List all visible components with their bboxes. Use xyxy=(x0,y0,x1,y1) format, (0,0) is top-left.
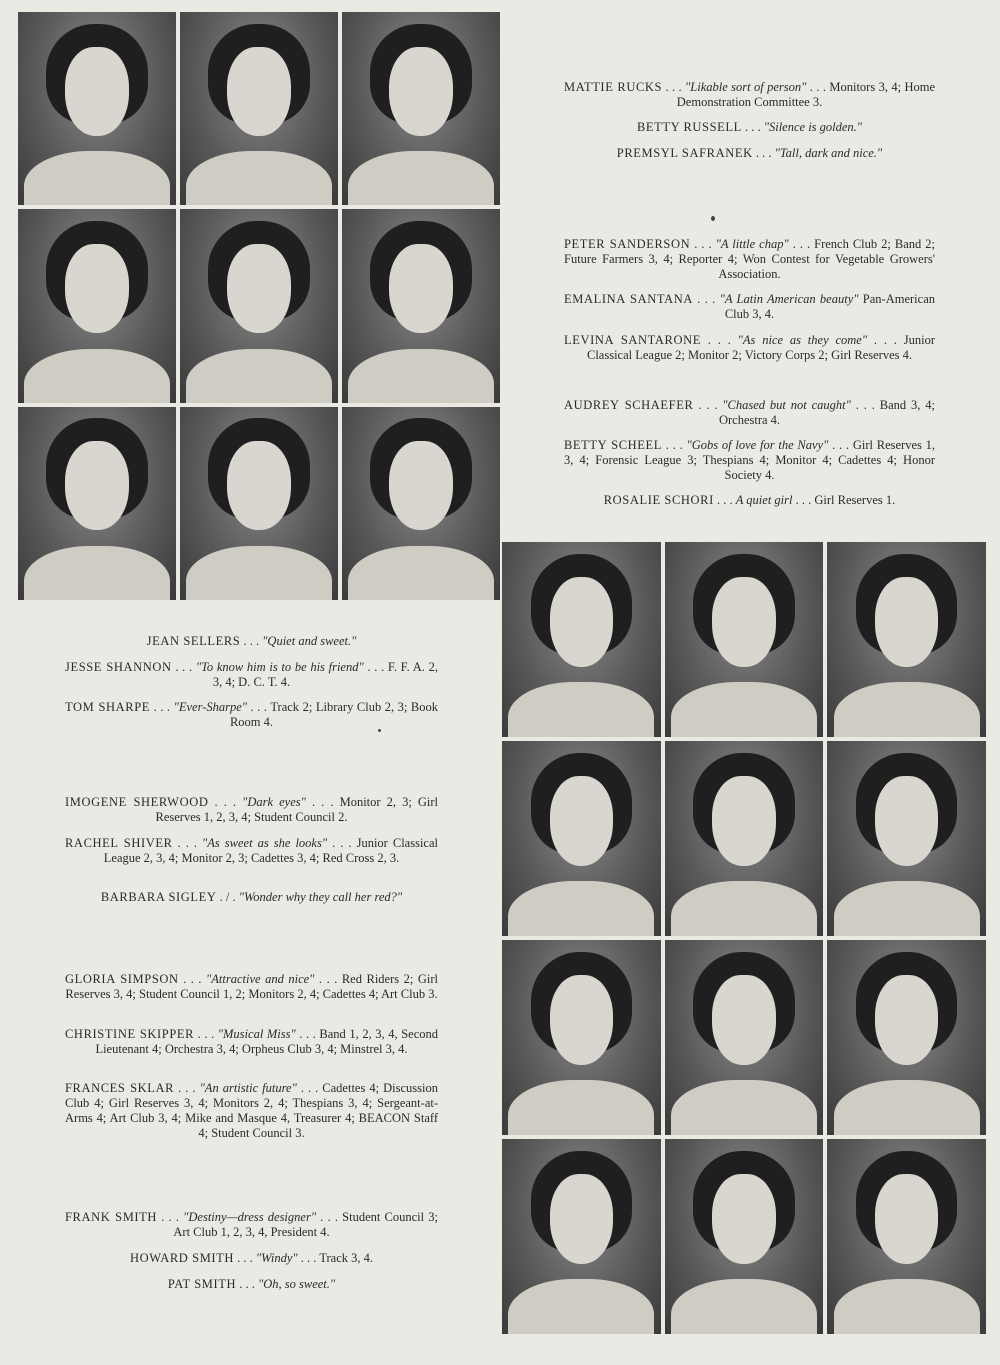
portrait-photo xyxy=(180,209,338,402)
portrait-grid-bottom xyxy=(502,542,986,1334)
senior-entry-imogene-sherwood: IMOGENE SHERWOOD . . . "Dark eyes" . . . Monitor 2, 3; Girl Reserves 1, 2, 3, 4; Student Council 2. xyxy=(65,795,439,824)
portrait-photo xyxy=(180,407,338,600)
senior-entry-rosalie-schori: ROSALIE SCHORI . . . A quiet girl . . . Girl Reserves 1. xyxy=(603,493,896,507)
senior-entry-tom-sharpe: TOM SHARPE . . . "Ever-Sharpe" . . . Track 2; Library Club 2, 3; Book Room 4. xyxy=(65,700,439,729)
senior-entry-frank-smith: FRANK SMITH . . . "Destiny—dress designer" . . . Student Council 3; Art Club 1, 2, 3, 4, President 4. xyxy=(65,1210,439,1239)
senior-entry-premsyl-safranek: PREMSYL SAFRANEK . . . "Tall, dark and nice." xyxy=(616,146,883,160)
ink-speck xyxy=(378,729,381,732)
senior-entry-betty-russell: BETTY RUSSELL . . . "Silence is golden." xyxy=(636,120,863,134)
portrait-photo xyxy=(665,741,824,936)
portrait-photo xyxy=(18,12,176,205)
portrait-photo xyxy=(180,12,338,205)
senior-entry-peter-sanderson: PETER SANDERSON . . . "A little chap" . . . French Club 2; Band 2; Future Farmers 3, 4; Reporter 4; Won Contest for Vegetable Growers' Association. xyxy=(564,237,935,281)
portrait-photo xyxy=(18,209,176,402)
senior-entry-howard-smith: HOWARD SMITH . . . "Windy" . . . Track 3, 4. xyxy=(129,1251,374,1265)
senior-entry-barbara-sigley: BARBARA SIGLEY . / . "Wonder why they call her red?" xyxy=(100,890,403,904)
portrait-photo xyxy=(665,542,824,737)
portrait-photo xyxy=(502,542,661,737)
senior-entry-mattie-rucks: MATTIE RUCKS . . . "Likable sort of person" . . . Monitors 3, 4; Home Demonstration Committee 3. xyxy=(564,80,936,109)
senior-entry-audrey-schaefer: AUDREY SCHAEFER . . . "Chased but not caught" . . . Band 3, 4; Orchestra 4. xyxy=(564,398,936,427)
senior-entry-frances-sklar: FRANCES SKLAR . . . "An artistic future" . . . Cadettes 4; Discussion Club 4; Girl Reserves 3, 4; Monitors 2, 4; Thespians 3, 4; Sergeant-at-Arms 4; Art Club 3, 4; Mike and Masque 4, Treasurer 4; BEACON Staff 4; Student Council 3. xyxy=(65,1081,438,1140)
portrait-photo xyxy=(502,1139,661,1334)
ink-speck xyxy=(711,216,715,221)
senior-entry-betty-scheel: BETTY SCHEEL . . . "Gobs of love for the Navy" . . . Girl Reserves 1, 3, 4; Forensic League 3; Thespians 4; Monitor 4; Cadettes 4; Honor Society 4. xyxy=(564,438,936,482)
portrait-photo xyxy=(827,1139,986,1334)
senior-entry-jean-sellers: JEAN SELLERS . . . "Quiet and sweet." xyxy=(146,634,357,648)
portrait-photo xyxy=(502,940,661,1135)
portrait-photo xyxy=(665,940,824,1135)
portrait-photo xyxy=(827,940,986,1135)
portrait-photo xyxy=(502,741,661,936)
portrait-photo xyxy=(827,741,986,936)
portrait-photo xyxy=(827,542,986,737)
portrait-photo xyxy=(342,12,500,205)
senior-entry-rachel-shiver: RACHEL SHIVER . . . "As sweet as she looks" . . . Junior Classical League 2, 3, 4; Monitor 2, 3; Cadettes 3, 4; Red Cross 2, 3. xyxy=(65,836,438,865)
senior-entry-emalina-santana: EMALINA SANTANA . . . "A Latin American beauty" Pan-American Club 3, 4. xyxy=(564,292,935,321)
portrait-photo xyxy=(342,407,500,600)
portrait-photo xyxy=(18,407,176,600)
senior-entry-christine-skipper: CHRISTINE SKIPPER . . . "Musical Miss" . . . Band 1, 2, 3, 4, Second Lieutenant 4; Orchestra 3, 4; Orpheus Club 3, 4; Minstrel 3, 4. xyxy=(65,1027,438,1056)
senior-entry-pat-smith: PAT SMITH . . . "Oh, so sweet." xyxy=(167,1277,336,1291)
portrait-photo xyxy=(665,1139,824,1334)
senior-entry-jesse-shannon: JESSE SHANNON . . . "To know him is to be his friend" . . . F. F. A. 2, 3, 4; D. C. T. 4. xyxy=(65,660,438,689)
portrait-photo xyxy=(342,209,500,402)
senior-entry-gloria-simpson: GLORIA SIMPSON . . . "Attractive and nice" . . . Red Riders 2; Girl Reserves 3, 4; Student Council 1, 2; Monitors 2, 4; Cadettes 4; Art Club 3. xyxy=(65,972,438,1001)
senior-entry-levina-santarone: LEVINA SANTARONE . . . "As nice as they come" . . . Junior Classical League 2; Monitor 2; Victory Corps 2; Girl Reserves 4. xyxy=(564,333,936,362)
portrait-grid-top xyxy=(18,12,500,600)
